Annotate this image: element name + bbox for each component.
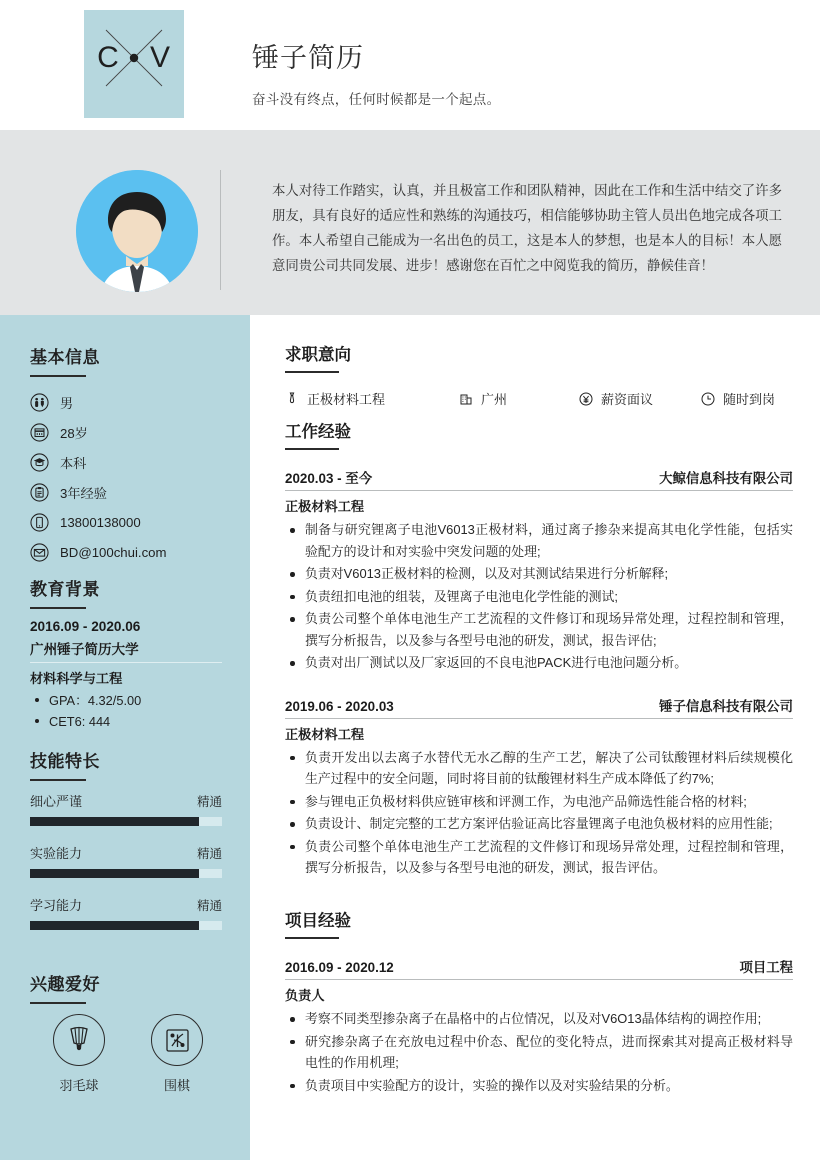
header-slogan: 奋斗没有终点，任何时候都是一个起点。 <box>252 92 501 107</box>
list-item: 负责设计、制定完整的工艺方案评估验证高比容量锂离子电池负极材料的应用性能; <box>285 813 793 835</box>
skill-bar-track <box>30 921 222 930</box>
summary-band <box>0 130 820 315</box>
basic-info-heading: 基本信息 <box>30 348 100 367</box>
entry-date: 2016.09 - 2020.12 <box>285 960 394 975</box>
section-skills <box>30 747 222 947</box>
section-project-experience <box>285 907 793 1097</box>
entry-org: 锤子信息科技有限公司 <box>659 698 793 714</box>
list-item: 研究掺杂离子在充放电过程中价态、配位的变化特点，进而探索其对提高正极材料导电性的作用机理; <box>285 1031 793 1074</box>
yen-icon <box>579 392 593 406</box>
entry-role: 正极材料工程 <box>285 499 365 514</box>
info-row-education <box>30 447 222 477</box>
list-item: 负责公司整个单体电池生产工艺流程的文件修订和现场异常处理，过程控制和管理，撰写分析报告，以及参与各型号电池的研发，测试，报告评估。 <box>285 836 793 879</box>
intent-value: 广州 <box>481 392 508 407</box>
list-item: 负责对出厂测试以及厂家返回的不良电池PACK进行电池问题分析。 <box>285 652 793 674</box>
heading-rule <box>30 1002 86 1004</box>
summary-divider <box>220 170 221 290</box>
info-row-phone <box>30 507 222 537</box>
info-row-experience <box>30 477 222 507</box>
gender-icon <box>30 393 49 412</box>
avatar <box>76 170 198 292</box>
intent-salary <box>579 389 701 408</box>
heading-rule <box>30 607 86 609</box>
list-item: 负责对V6013正极材料的检测，以及对其测试结果进行分析解释; <box>285 563 793 585</box>
entry-date: 2020.03 - 至今 <box>285 471 373 486</box>
project-entry <box>285 957 793 1096</box>
entry-role: 正极材料工程 <box>285 726 365 742</box>
hobby-label: 围棋 <box>163 1078 190 1093</box>
list-item: 负责纽扣电池的组装，及锂离子电池电化学性能的测试; <box>285 586 793 608</box>
education-details <box>30 690 222 732</box>
phone-icon <box>30 513 49 532</box>
skill-level: 精通 <box>196 899 222 913</box>
intent-availability <box>701 389 775 408</box>
list-item: 制备与研究锂离子电池V6013正极材料，通过离子掺杂来提高其电化学性能，包括实验配方的设计和对实验中突发问题的处理; <box>285 519 793 562</box>
info-row-email <box>30 537 222 567</box>
list-item: CET6: 444 <box>30 711 222 732</box>
main-content <box>250 315 820 1160</box>
info-value: 男 <box>60 395 74 411</box>
info-row-gender <box>30 387 222 417</box>
skill-bar-track <box>30 869 222 878</box>
info-value: 28岁 <box>60 425 88 441</box>
email-icon <box>30 543 49 562</box>
intent-position <box>285 389 459 408</box>
entry-bullets <box>285 1008 793 1096</box>
work-experience-heading: 工作经验 <box>285 423 351 441</box>
list-item: 参与锂电正负极材料供应链审核和评测工作，为电池产品筛选性能合格的材料; <box>285 791 793 813</box>
list-item: 负责公司整个单体电池生产工艺流程的文件修订和现场异常处理，过程控制和管理，撰写分析报告，以及参与各型号电池的研发，测试，报告评估; <box>285 608 793 651</box>
list-item: GPA：4.32/5.00 <box>30 690 222 711</box>
skill-item <box>30 791 222 826</box>
intent-value: 随时到岗 <box>723 392 776 407</box>
body <box>0 315 820 1160</box>
skill-bar-fill <box>30 817 199 826</box>
skill-level: 精通 <box>196 847 222 861</box>
entry-bullets <box>285 747 793 879</box>
section-basic-info <box>30 343 222 567</box>
info-value: BD@100chui.com <box>60 544 167 560</box>
heading-rule <box>285 937 339 939</box>
cv-cross-logo-icon <box>84 10 184 118</box>
svg-text:V: V <box>149 41 171 74</box>
job-intention-heading: 求职意向 <box>285 346 351 364</box>
building-icon <box>459 392 473 406</box>
section-education <box>30 575 222 732</box>
section-hobbies <box>30 970 222 1094</box>
skills-heading: 技能特长 <box>30 752 100 771</box>
heading-rule <box>285 371 339 373</box>
skill-item <box>30 895 222 930</box>
calendar-icon <box>30 423 49 442</box>
page-title: 锤子简历 <box>252 43 364 73</box>
clipboard-icon <box>30 483 49 502</box>
go-game-icon <box>151 1014 203 1066</box>
intent-value: 薪资面议 <box>601 392 654 407</box>
info-value: 13800138000 <box>60 514 141 530</box>
heading-rule <box>30 375 86 377</box>
skill-level: 精通 <box>196 795 222 809</box>
badminton-icon <box>53 1014 105 1066</box>
info-value: 3年经验 <box>60 485 107 501</box>
skill-name: 学习能力 <box>30 898 83 913</box>
list-item: 负责开发出以去离子水替代无水乙醇的生产工艺，解决了公司钛酸锂材料后续规模化生产过程中的安全问题，同时将目前的钛酸锂材料生产成本降低了约7%; <box>285 747 793 790</box>
summary-text: 本人对待工作踏实，认真，并且极富工作和团队精神，因此在工作和生活中结交了许多朋友，具有良好的适应性和熟练的沟通技巧，相信能够协助主管人员出色地完成各项工作。本人希望自己能成为一名出色的员工，这是本人的梦想，也是本人的目标！本人愿意同贵公司共同发展、进步！感谢您在百忙之中阅览我的简历，静候佳音！ <box>272 183 782 273</box>
entry-role: 负责人 <box>285 988 325 1003</box>
section-job-intention <box>285 341 793 408</box>
entry-date: 2019.06 - 2020.03 <box>285 698 394 714</box>
list-item: 负责项目中实验配方的设计，实验的操作以及对实验结果的分析。 <box>285 1075 793 1097</box>
entry-org: 项目工程 <box>739 960 793 975</box>
intent-city <box>459 389 579 408</box>
info-value: 本科 <box>60 455 87 471</box>
heading-rule <box>30 779 86 781</box>
hobby-item <box>44 1014 114 1094</box>
education-school: 广州锤子简历大学 <box>30 638 222 663</box>
education-heading: 教育背景 <box>30 580 100 599</box>
education-date: 2016.09 - 2020.06 <box>30 619 141 634</box>
skill-bar-track <box>30 817 222 826</box>
sidebar <box>0 315 250 1160</box>
work-entry <box>285 468 793 674</box>
skill-name: 实验能力 <box>30 846 83 861</box>
svg-text:C: C <box>97 41 119 74</box>
tie-icon <box>285 392 299 406</box>
skill-item <box>30 843 222 878</box>
list-item: 考察不同类型掺杂离子在晶格中的占位情况，以及对V6O13晶体结构的调控作用; <box>285 1008 793 1030</box>
section-work-experience <box>285 418 793 880</box>
entry-org: 大鲸信息科技有限公司 <box>659 471 793 486</box>
graduation-icon <box>30 453 49 472</box>
header <box>0 0 820 130</box>
hobby-item <box>142 1014 212 1094</box>
skill-bar-fill <box>30 921 199 930</box>
entry-bullets <box>285 519 793 674</box>
skill-name: 细心严谨 <box>30 794 83 809</box>
project-experience-heading: 项目经验 <box>285 912 351 930</box>
info-row-age <box>30 417 222 447</box>
intent-value: 正极材料工程 <box>307 392 386 407</box>
education-major: 材料科学与工程 <box>30 671 123 686</box>
hobby-label: 羽毛球 <box>59 1078 99 1093</box>
heading-rule <box>285 448 339 450</box>
skill-bar-fill <box>30 869 199 878</box>
clock-icon <box>701 392 715 406</box>
hobbies-heading: 兴趣爱好 <box>30 975 100 994</box>
work-entry <box>285 696 793 879</box>
